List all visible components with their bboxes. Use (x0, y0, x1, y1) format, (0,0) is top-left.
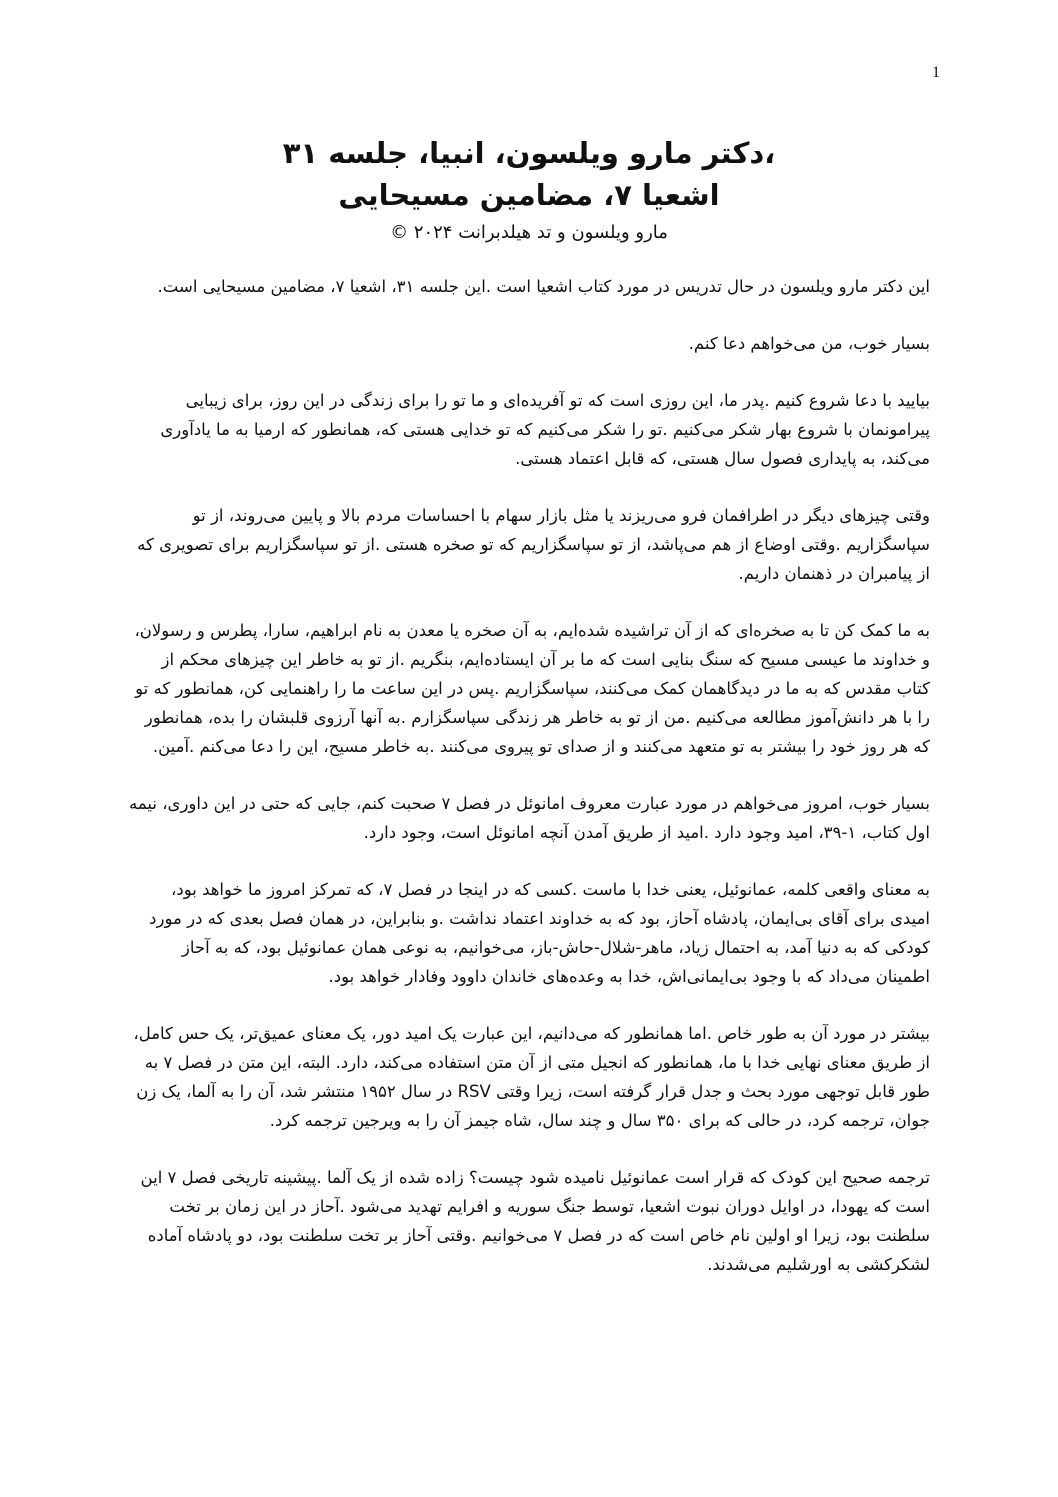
paragraph-immanuel-meaning: به معنای واقعی کلمه، عمانوئیل، یعنی خدا با ماست .کسی که در اینجا در فصل ۷، که تمرکز امروز ما خواهد بود، امیدی برای آقای بی‌ایمان، پادشاه آحاز، بود که به خداوند اعتماد نداشت .و بنابراین، در همان فصل بعدی که در مورد کودکی که به دنیا آمد، به احتمال زیاد، ماهر-شلال-حاش-باز، می‌خوانیم، به نوعی همان عمانوئیل بود، که به آحاز اطمینان می‌داد که با وجود بی‌ایمانی‌اش، خدا به وعده‌های خاندان داوود وفادار خواهد بود. (149, 880, 930, 986)
paragraph-historical-background: ترجمه صحیح این کودک که قرار است عمانوئیل نامیده شود چیست؟ زاده شده از یک آلما .پیشینه تاریخی فصل ۷ این است که یهودا، در اوایل دوران نبوت اشعیا، توسط جنگ سوریه و افرایم تهدید می‌شود .آحاز در این زمان بر تخت سلطنت بود، زیرا او اولین نام خاص است که در فصل ۷ می‌خوانیم .وقتی آحاز بر تخت سلطنت بود، دو پادشاه آماده لشکرکشی به اورشلیم می‌شدند. (140, 1168, 930, 1274)
paragraph-immanuel-intro: بسیار خوب، امروز می‌خواهم در مورد عبارت معروف امانوئل در فصل ۷ صحبت کنم، جایی که حتی در این داوری، نیمه اول کتاب، ۱-۳۹، امید وجود دارد .امید از طریق آمدن آنچه امانوئل است، وجود دارد. (129, 794, 930, 842)
paragraph-intro: این دکتر مارو ویلسون در حال تدریس در مورد کتاب اشعیا است .این جلسه ۳۱، اشعیا ۷، مضامین مسیحایی است. (157, 277, 930, 296)
paragraph-prayer-thanks: بیایید با دعا شروع کنیم .پدر ما، این روزی است که تو آفریده‌ای و ما تو را برای زندگی در این روز، برای زیبایی پیرامونمان با شروع بهار شکر می‌کنیم .تو را شکر می‌کنیم که تو خدایی هستی که، همانطور که ارمیا به ما یادآوری می‌کند، به پایداری فصول سال هستی، که قابل اعتماد هستی. (160, 391, 930, 468)
title-line-2: اشعیا ۷، مضامین مسیحایی (338, 178, 720, 212)
document-header (130, 132, 928, 248)
page-number: 1 (932, 64, 940, 81)
document-body (126, 272, 930, 1307)
title-line-1: ،دکتر مارو ویلسون، انبیا، جلسه ۳۱ (282, 136, 776, 170)
paragraph-prayer-rock: وقتی چیزهای دیگر در اطرافمان فرو می‌ریزند یا مثل بازار سهام با احساسات مردم بالا و پایین می‌روند، از تو سپاسگزاریم .وقتی اوضاع از هم می‌پاشد، از تو سپاسگزاریم که تو صخره هستی .از تو سپاسگزاریم برای تصویری که از پیامبران در ذهنمان داریم. (137, 506, 930, 583)
paragraph-prayer-start: بسیار خوب، من می‌خواهم دعا کنم. (688, 334, 930, 353)
paragraph-prayer-guidance: به ما کمک کن تا به صخره‌ای که از آن تراشیده شده‌ایم، به آن صخره یا معدن به نام ابراهیم، سارا، پطرس و رسولان، و خداوند ما عیسی مسیح که سنگ بنایی است که ما بر آن ایستاده‌ایم، بنگریم .از تو به خاطر این چیزهای محکم از کتاب مقدس که به ما در دیدگاهمان کمک می‌کنند، سپاسگزاریم .پس در این ساعت ما را راهنمایی کن، همانطور که تو را با هر دانش‌آموز مطالعه می‌کنیم .من از تو به خاطر هر زندگی سپاسگزارم .به آنها آرزوی قلبشان را بده، همانطور که هر روز خود را بیشتر به تو متعهد می‌کنند و از صدای تو پیروی می‌کنند .به خاطر مسیح، این را دعا می‌کنم .آمین. (134, 621, 930, 756)
paragraph-translation-debate: بیشتر در مورد آن به طور خاص .اما همانطور که می‌دانیم، این عبارت یک امید دور، یک معنای عمیق‌تر، یک حس کامل، از طریق معنای نهایی خدا با ما، همانطور که انجیل متی از آن متن استفاده می‌کند، دارد. البته، این متن در فصل ۷ به طور قابل توجهی مورد بحث و جدل قرار گرفته است، زیرا وقتی RSV در سال ۱۹۵۲ منتشر شد، آن را به آلما، یک زن جوان، ترجمه کرد، در حالی که برای ۳۵۰ سال و چند سال، شاه جیمز آن را به ویرجین ترجمه کرد. (133, 1024, 930, 1130)
copyright-line: مارو ویلسون و تد هیلدبرانت ۲۰۲۴ © (390, 222, 668, 243)
